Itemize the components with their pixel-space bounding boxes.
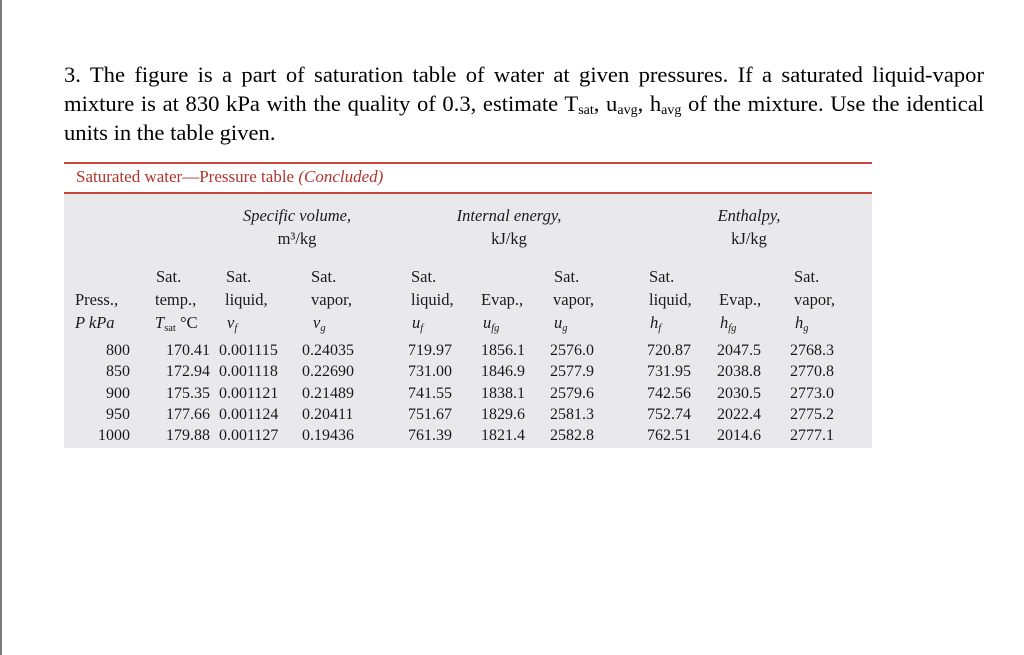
table-cell: 0.001124	[219, 405, 279, 423]
table-cell: 2581.3	[550, 405, 594, 423]
table-cell: 0.22690	[302, 363, 354, 381]
table-cell: 2775.2	[790, 405, 834, 423]
table-cell: 170.41	[166, 342, 210, 359]
table-cell: 800	[106, 342, 130, 359]
table-cell: 742.56	[647, 384, 691, 402]
col-vg-h3: $v_g$	[313, 313, 326, 334]
table-cell: 2022.4	[717, 405, 761, 423]
group-enthalpy: Enthalpy,	[717, 206, 781, 225]
table-cell: 761.39	[408, 427, 452, 445]
table-cell: 0.24035	[302, 342, 354, 359]
table-cell: 2579.6	[550, 384, 594, 402]
table-cell: 850	[106, 363, 130, 381]
table-cell: 177.66	[166, 405, 210, 423]
table-cell: 2014.6	[717, 427, 761, 445]
table-cell: 2773.0	[790, 384, 834, 402]
saturation-table	[64, 162, 872, 448]
table-cell: 720.87	[647, 342, 691, 359]
col-uf-h1: Sat.	[411, 267, 437, 286]
group-internal-energy: Internal energy,	[456, 206, 562, 225]
col-hfg-h2: Evap.,	[719, 290, 762, 309]
table-top-rule	[64, 162, 872, 164]
table-cell: 0.001115	[219, 342, 278, 359]
table-cell: 179.88	[166, 427, 210, 445]
col-vg-h1: Sat.	[311, 267, 337, 286]
col-press-h2: Press.,	[75, 290, 119, 309]
col-vg-h2: vapor,	[311, 290, 353, 309]
table-cell: 752.74	[647, 405, 691, 423]
table-cell: 2576.0	[550, 342, 594, 359]
col-tsat-h1: Sat.	[156, 267, 182, 286]
col-hf-h2: liquid,	[649, 290, 692, 309]
question-text: 3. The figure is a part of saturation table of water at given pressures. If a saturated liquid-vapor mixture is at 830 kPa with the quality of 0.3, estimate $T_{sat}$, $u_{avg}$, $h_{avg}$ of the mixture. Use the identical units in the table given.	[64, 62, 985, 145]
table-cell: 751.67	[408, 405, 452, 423]
table-cell: 2768.3	[790, 342, 834, 359]
table-cell: 762.51	[647, 427, 691, 445]
col-ufg-h3: $u_{fg}$	[483, 313, 500, 334]
col-vf-h1: Sat.	[226, 267, 252, 286]
table-cell: 741.55	[408, 384, 452, 402]
col-ug-h2: vapor,	[553, 290, 595, 309]
col-hf-h3: $h_f$	[650, 313, 662, 334]
table-cell: 0.19436	[302, 427, 354, 445]
table-cell: 2047.5	[717, 342, 761, 359]
table-cell: 2577.9	[550, 363, 594, 381]
col-hg-h1: Sat.	[794, 267, 820, 286]
col-uf-h2: liquid,	[411, 290, 454, 309]
table-title: Saturated water—Pressure table (Concluded)	[76, 167, 384, 186]
col-tsat-h3: $T_{sat}$ °C	[155, 313, 198, 334]
col-ug-h1: Sat.	[554, 267, 580, 286]
table-cell: 0.001118	[219, 363, 278, 381]
table-cell: 731.00	[408, 363, 452, 381]
table-cell: 172.94	[166, 363, 210, 381]
col-vf-h3: $v_f$	[227, 313, 238, 334]
col-uf-h3: $u_f$	[412, 313, 424, 334]
col-hg-h3: $h_g$	[795, 313, 809, 334]
table-cell: 1829.6	[481, 405, 525, 423]
table-cell: 2030.5	[717, 384, 761, 402]
table-cell: 719.97	[408, 342, 452, 359]
group-enthalpy-unit: kJ/kg	[731, 229, 767, 248]
table-title-rule	[64, 192, 872, 194]
table-cell: 1856.1	[481, 342, 525, 359]
table-cell: 0.001121	[219, 384, 279, 402]
table-cell: 1846.9	[481, 363, 525, 381]
table-cell: 731.95	[647, 363, 691, 381]
table-cell: 2770.8	[790, 363, 834, 381]
table-cell: 950	[106, 405, 130, 423]
table-cell: 900	[106, 384, 130, 402]
table-cell: 1838.1	[481, 384, 525, 402]
group-specific-volume-unit: m³/kg	[277, 229, 317, 248]
table-cell: 1000	[98, 427, 130, 445]
table-cell: 0.20411	[302, 405, 354, 423]
table-cell: 2582.8	[550, 427, 594, 445]
col-ug-h3: $u_g$	[554, 313, 568, 334]
table-cell: 2038.8	[717, 363, 761, 381]
table-cell: 0.21489	[302, 384, 354, 402]
col-hg-h2: vapor,	[794, 290, 836, 309]
table-cell: 0.001127	[219, 427, 279, 445]
col-tsat-h2: temp.,	[155, 290, 197, 309]
table-cell: 175.35	[166, 384, 210, 402]
col-press-h3: P kPa	[75, 313, 115, 332]
group-specific-volume: Specific volume,	[242, 206, 352, 225]
group-internal-energy-unit: kJ/kg	[491, 229, 527, 248]
col-ufg-h2: Evap.,	[481, 290, 524, 309]
table-cell: 2777.1	[790, 427, 834, 445]
col-vf-h2: liquid,	[225, 290, 268, 309]
col-hf-h1: Sat.	[649, 267, 675, 286]
left-border	[0, 0, 2, 655]
col-hfg-h3: $h_{fg}$	[720, 313, 737, 334]
table-cell: 1821.4	[481, 427, 525, 445]
